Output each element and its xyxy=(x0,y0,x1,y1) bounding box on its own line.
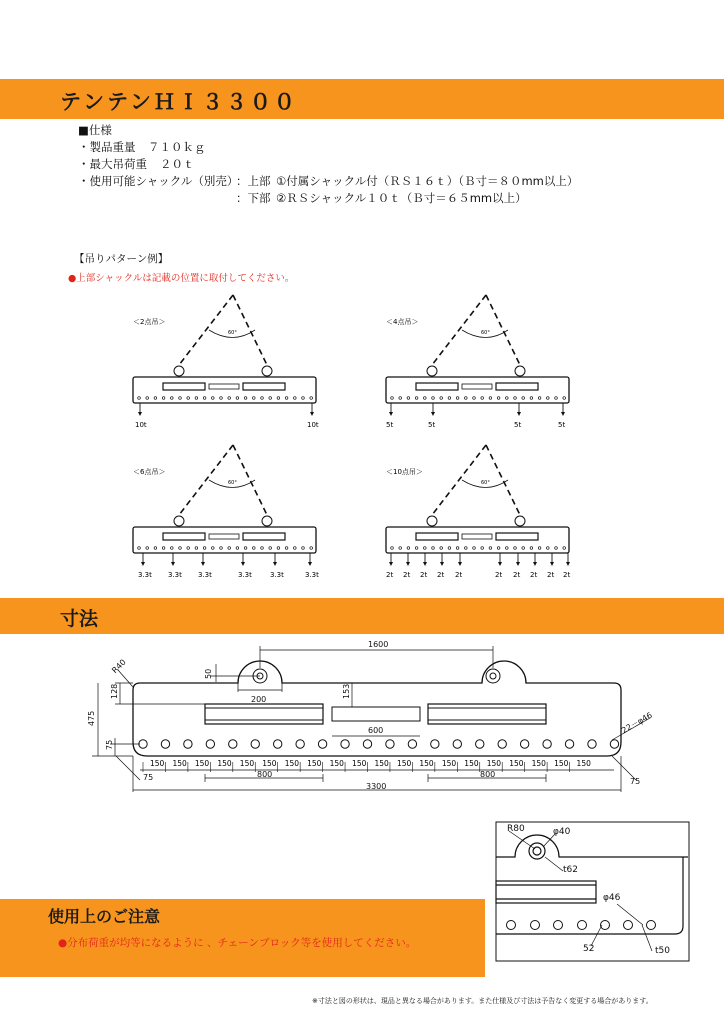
pattern-angle: 60° xyxy=(481,330,490,336)
pattern-label: ＜4点吊＞ xyxy=(386,318,419,326)
pattern-angle: 60° xyxy=(228,330,237,336)
pitch-label: 150 xyxy=(486,759,502,768)
pitch-label: 150 xyxy=(284,759,300,768)
beam-hole xyxy=(229,740,237,748)
pitch-label: 150 xyxy=(464,759,479,768)
caution-title: 使用上のご注意 xyxy=(48,907,161,926)
load-arrow-head xyxy=(566,562,570,566)
load-value: 2t xyxy=(420,571,428,579)
pitch-label: 150 xyxy=(419,759,434,768)
page-title: テンテンＨＩ３３００ xyxy=(60,90,298,114)
spec-weight-label: ・製品重量 xyxy=(78,140,136,154)
load-value: 3.3t xyxy=(270,571,284,579)
load-value: 2t xyxy=(530,571,538,579)
load-value: 10t xyxy=(135,421,147,429)
load-value: 2t xyxy=(437,571,445,579)
load-arrow-head xyxy=(431,412,435,416)
spec-upper-value: ①付属シャックル付（ＲＳ１６ｔ）（Ｂ寸＝８０mm以上） xyxy=(276,174,579,188)
load-value: 5t xyxy=(386,421,394,429)
load-value: 3.3t xyxy=(198,571,212,579)
beam-hole xyxy=(431,740,439,748)
detail-hole xyxy=(507,921,516,930)
dim-phi40: φ40 xyxy=(553,827,571,837)
pattern-label: ＜6点吊＞ xyxy=(133,468,166,476)
spec-load-value: ２０ｔ xyxy=(160,157,195,171)
load-value: 2t xyxy=(563,571,571,579)
beam-hole xyxy=(274,740,282,748)
pitch-label: 150 xyxy=(262,759,277,768)
dim-75-bottom-left: 75 xyxy=(143,773,154,782)
load-arrow-head xyxy=(141,562,145,566)
pitch-label: 150 xyxy=(554,759,569,768)
pitch-label: 150 xyxy=(531,759,546,768)
pattern-angle: 60° xyxy=(228,480,237,486)
dim-1600: 1600 xyxy=(368,640,389,649)
dimensions-title: 寸法 xyxy=(60,608,99,630)
beam-hole xyxy=(296,740,304,748)
caution-text: ●分布荷重が均等になるように 、チェーンブロック等を使用してください。 xyxy=(58,937,417,949)
detail-drawing xyxy=(495,821,695,963)
load-value: 5t xyxy=(428,421,436,429)
spec-heading: ■仕様 xyxy=(78,123,112,137)
load-arrow-head xyxy=(241,562,245,566)
spec-weight-value: ７１０ｋｇ xyxy=(148,140,206,154)
dim-600: 600 xyxy=(368,726,384,735)
pitch-label: 150 xyxy=(329,759,344,768)
lifting-patterns-diagram xyxy=(0,285,724,595)
beam-hole xyxy=(251,740,259,748)
dim-75-bottom-right: 75 xyxy=(630,777,641,786)
pattern-3 xyxy=(133,445,319,579)
pitch-label: 150 xyxy=(396,759,412,768)
dimension-drawing xyxy=(0,632,724,807)
load-arrow-head xyxy=(310,412,314,416)
detail-hole xyxy=(624,921,633,930)
spec-upper-prefix: ：上部 xyxy=(236,174,271,188)
beam-hole xyxy=(206,740,214,748)
pattern-angle: 60° xyxy=(481,480,490,486)
load-arrow-head xyxy=(458,562,462,566)
load-arrow-head xyxy=(138,412,142,416)
dim-153: 153 xyxy=(342,683,351,699)
beam-hole xyxy=(161,740,169,748)
beam-hole xyxy=(543,740,551,748)
load-arrow-head xyxy=(171,562,175,566)
detail-hole xyxy=(531,921,540,930)
beam-hole xyxy=(476,740,484,748)
dim-3300: 3300 xyxy=(366,782,387,791)
beam-hole xyxy=(318,740,326,748)
pitch-label: 150 xyxy=(576,759,591,768)
pattern-4 xyxy=(386,445,570,579)
dim-50: 50 xyxy=(204,668,213,679)
load-value: 2t xyxy=(547,571,555,579)
load-arrow-head xyxy=(533,562,537,566)
pattern-1 xyxy=(133,295,319,429)
dim-475: 475 xyxy=(87,710,96,726)
load-value: 2t xyxy=(495,571,503,579)
pitch-label: 150 xyxy=(307,759,322,768)
detail-hole xyxy=(647,921,656,930)
load-arrow-head xyxy=(498,562,502,566)
load-arrow-head xyxy=(406,562,410,566)
dim-t62: t62 xyxy=(563,865,578,875)
beam-hole xyxy=(453,740,461,748)
pattern-label: ＜2点吊＞ xyxy=(133,318,166,326)
beam-hole xyxy=(363,740,371,748)
load-value: 5t xyxy=(514,421,522,429)
beam-hole xyxy=(565,740,573,748)
patterns-heading: 【吊りパターン例】 xyxy=(74,253,169,265)
pitch-label: 150 xyxy=(352,759,367,768)
beam-hole xyxy=(588,740,596,748)
load-arrow-head xyxy=(308,562,312,566)
dim-t50: t50 xyxy=(655,946,670,956)
pattern-2 xyxy=(386,295,569,429)
dim-r80: R80 xyxy=(507,824,525,834)
pitch-label: 150 xyxy=(217,759,232,768)
load-value: 3.3t xyxy=(238,571,252,579)
load-value: 3.3t xyxy=(138,571,152,579)
patterns-note: ●上部シャックルは記載の位置に取付してください。 xyxy=(68,273,295,284)
beam-hole xyxy=(341,740,349,748)
load-value: 3.3t xyxy=(305,571,319,579)
pattern-label: ＜10点吊＞ xyxy=(386,468,423,476)
detail-hole xyxy=(578,921,587,930)
load-value: 2t xyxy=(513,571,521,579)
load-arrow-head xyxy=(273,562,277,566)
load-arrow-head xyxy=(550,562,554,566)
beam-hole xyxy=(408,740,416,748)
load-arrow-head xyxy=(516,562,520,566)
pitch-label: 150 xyxy=(509,759,524,768)
dim-75-left: 75 xyxy=(105,739,114,750)
beam-hole xyxy=(139,740,147,748)
pitch-label: 150 xyxy=(150,759,165,768)
dim-128: 128 xyxy=(110,683,119,699)
detail-hole xyxy=(554,921,563,930)
load-arrow-head xyxy=(423,562,427,566)
load-value: 2t xyxy=(386,571,394,579)
dimensions-band xyxy=(0,598,724,634)
load-value: 3.3t xyxy=(168,571,182,579)
dim-800-left: 800 xyxy=(257,770,273,779)
load-arrow-head xyxy=(440,562,444,566)
spec-shackle-label: ・使用可能シャックル（別売） xyxy=(78,174,239,188)
load-arrow-head xyxy=(389,412,393,416)
beam-hole xyxy=(386,740,394,748)
pitch-label: 150 xyxy=(194,759,210,768)
load-arrow-head xyxy=(389,562,393,566)
dim-phi46: φ46 xyxy=(603,893,621,903)
load-arrow-head xyxy=(201,562,205,566)
spec-load-label: ・最大吊荷重 xyxy=(78,157,147,171)
load-value: 10t xyxy=(307,421,319,429)
load-value: 5t xyxy=(558,421,566,429)
dim-200: 200 xyxy=(251,695,267,704)
dim-r40: R40 xyxy=(110,657,128,676)
spec-lower-prefix: ：下部 xyxy=(236,191,271,205)
spec-lower-value: ②ＲＳシャックル１０ｔ（Ｂ寸＝６５mm以上） xyxy=(276,191,527,205)
beam-hole xyxy=(498,740,506,748)
pitch-label: 150 xyxy=(374,759,389,768)
dim-800-right: 800 xyxy=(480,770,496,779)
pitch-label: 150 xyxy=(239,759,255,768)
beam-hole xyxy=(184,740,192,748)
pitch-label: 150 xyxy=(172,759,187,768)
pitch-label: 150 xyxy=(441,759,457,768)
beam-hole xyxy=(520,740,528,748)
dim-52: 52 xyxy=(583,944,595,954)
load-arrow-head xyxy=(561,412,565,416)
beam-hole xyxy=(610,740,618,748)
footer-note: ※寸法と図の形状は、現品と異なる場合があります。また仕様及び寸法は予告なく変更する場合があります。 xyxy=(312,997,653,1005)
dim-holes: 22－φ46 xyxy=(620,710,654,736)
load-arrow-head xyxy=(517,412,521,416)
load-value: 2t xyxy=(403,571,411,579)
load-value: 2t xyxy=(455,571,463,579)
